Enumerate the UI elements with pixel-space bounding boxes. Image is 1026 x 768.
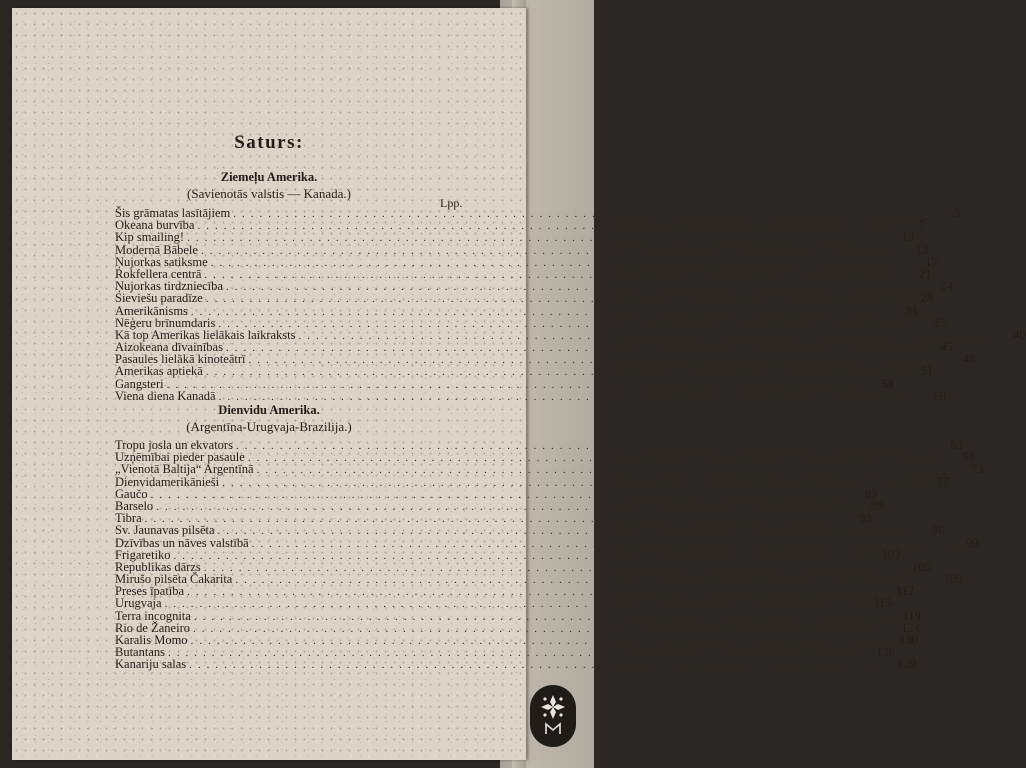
toc-dot-leader: ................................................................................	[205, 293, 906, 306]
toc-entry	[115, 462, 984, 477]
section-south-america-subtitle: (Argentīna-Urugvaja-Brazilija.)	[186, 419, 352, 434]
toc-dot-leader: ................................................................................	[156, 500, 857, 513]
toc-entry-title: Viena diena Kanadā	[115, 388, 216, 403]
toc-dot-leader: ................................................................................	[247, 452, 948, 465]
toc-entry-title: Amerikānisms	[115, 303, 188, 318]
toc-entry-title: Ņujorkas tirdzniecība	[115, 279, 223, 294]
toc-dot-leader: ................................................................................	[210, 256, 911, 269]
toc-list-south-america	[115, 438, 984, 672]
toc-entry-page-number: 89	[870, 498, 884, 513]
toc-entry-title: Rokfellera centrā	[115, 266, 202, 281]
section-north-america-subtitle: (Savienotās valstis — Kanada.)	[187, 186, 351, 201]
toc-entry-title: Dienvidamerikānieši	[115, 474, 220, 489]
toc-entry	[115, 657, 917, 672]
toc-entry-page-number: 136	[876, 645, 895, 660]
toc-dot-leader: ................................................................................	[190, 305, 891, 318]
toc-entry-title: Mirušo pilsēta Čakarita	[115, 572, 233, 587]
toc-entry-title: Uzņēmībai pieder pasaule	[115, 450, 245, 465]
toc-entry-page-number: 99	[966, 535, 979, 550]
toc-entry-title: Aizokeana dīvainības	[115, 340, 223, 355]
toc-dot-leader: ................................................................................	[205, 366, 906, 379]
toc-entry	[115, 474, 950, 489]
section-south-america-title: Dienvidu Amerika.	[218, 403, 320, 417]
pages-column-header: Lpp.	[440, 196, 463, 210]
toc-entry	[115, 535, 979, 550]
section-north-america-title: Ziemeļu Amerika.	[220, 170, 318, 184]
toc-entry-title: Tropu josla un ekvators	[115, 438, 233, 452]
toc-dot-leader: ................................................................................	[233, 208, 934, 220]
toc-entry-page-number: 102	[881, 547, 901, 562]
toc-entry-title: Terra incognita	[115, 608, 191, 623]
toc-dot-leader: ................................................................................	[200, 244, 901, 257]
toc-dot-leader: ................................................................................	[190, 635, 891, 647]
toc-entry-title: Dzīvības un nāves valstībā	[115, 535, 249, 550]
toc-entry-page-number: 45	[940, 340, 953, 355]
toc-dot-leader: ................................................................................	[187, 586, 888, 599]
toc-entry-page-number: 139	[897, 657, 917, 672]
toc-entry	[115, 364, 933, 379]
toc-dot-leader: ................................................................................	[197, 220, 898, 233]
toc-dot-leader: ................................................................................	[235, 440, 936, 452]
toc-entry-page-number: 31	[905, 303, 918, 318]
toc-entry-page-number: 105	[912, 559, 931, 574]
toc-entry-page-number: 10	[901, 230, 915, 245]
toc-entry-page-number: 56	[933, 388, 946, 403]
toc-entry-page-number: 68	[962, 450, 975, 465]
toc-dot-leader: ................................................................................	[218, 317, 919, 330]
toc-entry-title: Ņujorkas satiksme	[115, 254, 208, 269]
toc-entry	[115, 608, 921, 623]
toc-list-north-america	[115, 206, 1026, 403]
toc-entry-title: „Vienotā Baltija“ Argentīnā	[115, 462, 254, 477]
toc-entry-title: Nēģeru brīnumdaris	[115, 315, 216, 330]
toc-entry-page-number: 130	[898, 633, 918, 647]
toc-dot-leader: ................................................................................	[187, 232, 888, 245]
toc-entry-page-number: 28	[920, 291, 933, 306]
toc-entry-title: Gaučo	[115, 486, 148, 501]
toc-entry	[115, 633, 918, 647]
toc-entry-title: Republikas dārzs	[115, 559, 201, 574]
toc-entry-page-number: 73	[971, 462, 984, 477]
toc-dot-leader: ................................................................................	[217, 525, 918, 538]
toc-entry-title: Rio de Žaneiro	[115, 620, 190, 635]
toc-entry-page-number: 54	[881, 376, 894, 391]
toc-dot-leader: ................................................................................	[225, 281, 926, 294]
toc-entry-page-number: 108	[943, 572, 963, 587]
toc-entry-page-number: 124	[901, 620, 920, 635]
toc-entry-title: Frigaretiko	[115, 547, 171, 562]
toc-entry-title: Kanariju salas	[115, 657, 187, 672]
toc-entry-page-number: 3	[954, 206, 961, 220]
toc-entry-page-number: 83	[865, 486, 878, 501]
toc-entry-title: Preses īpatība	[115, 584, 185, 599]
ornament-logo-icon	[530, 685, 576, 747]
toc-entry-title: Okeana burvība	[115, 218, 195, 233]
toc-entry-page-number: 40	[1013, 327, 1026, 342]
toc-entry-page-number: 24	[940, 279, 953, 294]
toc-entry	[115, 291, 933, 306]
toc-entry	[115, 230, 915, 245]
toc-entry-title: Urugvaja	[115, 596, 162, 611]
toc-entry-title: Sieviešu paradīze	[115, 291, 203, 306]
toc-entry-title: Modernā Bābele	[115, 242, 198, 257]
toc-dot-leader: ................................................................................	[144, 513, 845, 526]
toc-dot-leader: ................................................................................	[168, 647, 868, 660]
toc-entry-page-number: 13	[915, 242, 928, 257]
toc-entry-page-number: 119	[902, 608, 921, 623]
toc-entry	[115, 388, 946, 403]
toc-entry-title: Šis grāmatas lasītājiem	[115, 206, 231, 220]
toc-entry	[115, 596, 892, 611]
toc-dot-leader: ................................................................................	[222, 476, 923, 489]
toc-dot-leader: ................................................................................	[248, 354, 949, 367]
toc-dot-leader: ................................................................................	[204, 268, 905, 281]
toc-entry-page-number: 115	[873, 596, 892, 611]
toc-dot-leader: ................................................................................	[150, 488, 851, 501]
toc-entry-page-number: 51	[920, 364, 933, 379]
toc-entry-page-number: 21	[918, 266, 932, 281]
toc-entry-page-number: 93	[859, 511, 872, 526]
toc-entry	[115, 498, 884, 513]
toc-entry-title: Gangsteri	[115, 376, 164, 391]
toc-entry-title: Kā top Amerikas lielākais laikraksts	[115, 327, 296, 342]
toc-dot-leader: ................................................................................	[193, 610, 894, 623]
toc-entry-title: Kip smailing!	[115, 230, 185, 245]
toc-entry-title: Karalis Momo	[115, 633, 188, 647]
toc-entry	[115, 584, 915, 599]
toc-entry-page-number: 112	[895, 584, 915, 599]
toc-entry-title: Sv. Jaunavas pilsēta	[115, 523, 215, 538]
toc-entry	[115, 376, 894, 391]
toc-dot-leader: ................................................................................	[298, 329, 999, 342]
toc-entry	[115, 242, 928, 257]
toc-entry-page-number: 48	[963, 352, 976, 367]
toc-entry-title: Barselo	[115, 498, 154, 513]
toc-dot-leader: ................................................................................	[166, 378, 867, 391]
toc-dot-leader: ................................................................................	[203, 561, 904, 574]
page-title: Saturs:	[234, 132, 304, 153]
toc-dot-leader: ................................................................................	[256, 464, 957, 477]
toc-entry-page-number: 35	[932, 315, 946, 330]
page-content	[12, 8, 1026, 760]
toc-entry-title: Tibra	[115, 511, 142, 526]
toc-entry-page-number: 7	[918, 218, 925, 233]
toc-dot-leader: ................................................................................	[251, 537, 952, 550]
book-page	[12, 8, 1026, 760]
toc-entry-page-number: 63	[950, 438, 963, 452]
toc-entry	[115, 303, 918, 318]
toc-dot-leader: ................................................................................	[173, 549, 874, 562]
toc-entry	[115, 523, 945, 538]
toc-dot-leader: ................................................................................	[164, 598, 865, 611]
toc-dot-leader: ................................................................................	[235, 574, 936, 587]
toc-dot-leader: ................................................................................	[192, 622, 893, 635]
toc-dot-leader: ................................................................................	[218, 390, 919, 403]
toc-entry-page-number: 17	[925, 254, 938, 269]
toc-dot-leader: ................................................................................	[225, 342, 926, 355]
toc-entry-page-number: 96	[932, 523, 945, 538]
toc-entry-title: Amerikas aptiekā	[115, 364, 203, 379]
toc-entry-title: Pasaules lielākā kinoteātrī	[115, 352, 246, 367]
toc-entry-title: Butantans	[115, 645, 165, 660]
toc-entry	[115, 486, 878, 501]
toc-dot-leader: ................................................................................	[189, 659, 890, 672]
toc-entry-page-number: 77	[936, 474, 950, 489]
